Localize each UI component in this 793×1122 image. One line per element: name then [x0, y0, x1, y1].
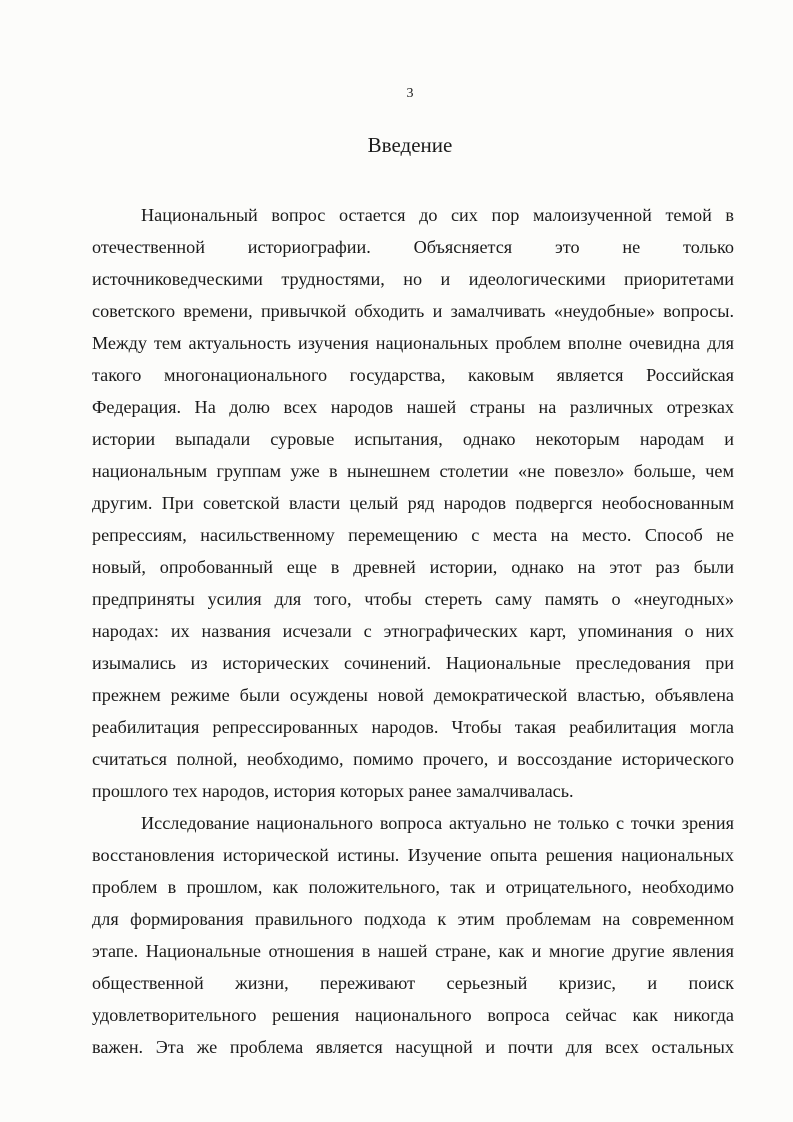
- text-line: Национальный вопрос остается до сих пор малоизученной темой в: [141, 205, 734, 225]
- text-line: источниковедческими трудностями, но и идеологическими приоритетами: [92, 269, 734, 289]
- text-line: новый, опробованный еще в древней истории, однако на этот раз были: [92, 557, 734, 577]
- text-line: прошлого тех народов, история которых ранее замалчивалась.: [92, 781, 574, 801]
- text-line: важен. Эта же проблема является насущной и почти для всех остальных: [92, 1037, 734, 1057]
- text-line: истории выпадали суровые испытания, однако некоторым народам и: [92, 429, 734, 449]
- text-line: национальным группам уже в нынешнем столетии «не повезло» больше, чем: [92, 461, 734, 481]
- text-line: отечественной историографии. Объясняется это не только: [92, 237, 734, 257]
- text-line: восстановления исторической истины. Изучение опыта решения национальных: [92, 845, 734, 865]
- text-line: предприняты усилия для того, чтобы стереть саму память о «неугодных»: [92, 589, 734, 609]
- text-line: Между тем актуальность изучения национальных проблем вполне очевидна для: [92, 333, 734, 353]
- text-line: удовлетворительного решения национального вопроса сейчас как никогда: [92, 1005, 734, 1025]
- text-line: Федерация. На долю всех народов нашей страны на различных отрезках: [92, 397, 734, 417]
- text-line: изымались из исторических сочинений. Национальные преследования при: [92, 653, 734, 673]
- section-title: Введение: [367, 133, 453, 157]
- text-line: репрессиям, насильственному перемещению с места на место. Способ не: [92, 525, 734, 545]
- text-line: общественной жизни, переживают серьезный кризис, и поиск: [92, 973, 734, 993]
- text-line: считаться полной, необходимо, помимо прочего, и воссоздание исторического: [92, 749, 734, 769]
- text-line: прежнем режиме были осуждены новой демократической властью, объявлена: [92, 685, 734, 705]
- text-line: для формирования правильного подхода к этим проблемам на современном: [92, 909, 734, 929]
- text-line: другим. При советской власти целый ряд народов подвергся необоснованным: [92, 493, 734, 513]
- text-line: советского времени, привычкой обходить и замалчивать «неудобные» вопросы.: [92, 301, 734, 321]
- text-line: реабилитация репрессированных народов. Чтобы такая реабилитация могла: [92, 717, 734, 737]
- text-line: Исследование национального вопроса актуально не только с точки зрения: [141, 813, 734, 833]
- text-line: народах: их названия исчезали с этнографических карт, упоминания о них: [92, 621, 734, 641]
- text-line: такого многонационального государства, каковым является Российская: [92, 365, 734, 385]
- text-line: этапе. Национальные отношения в нашей стране, как и многие другие явления: [92, 941, 734, 961]
- page-number: 3: [406, 86, 414, 101]
- text-line: проблем в прошлом, как положительного, так и отрицательного, необходимо: [92, 877, 734, 897]
